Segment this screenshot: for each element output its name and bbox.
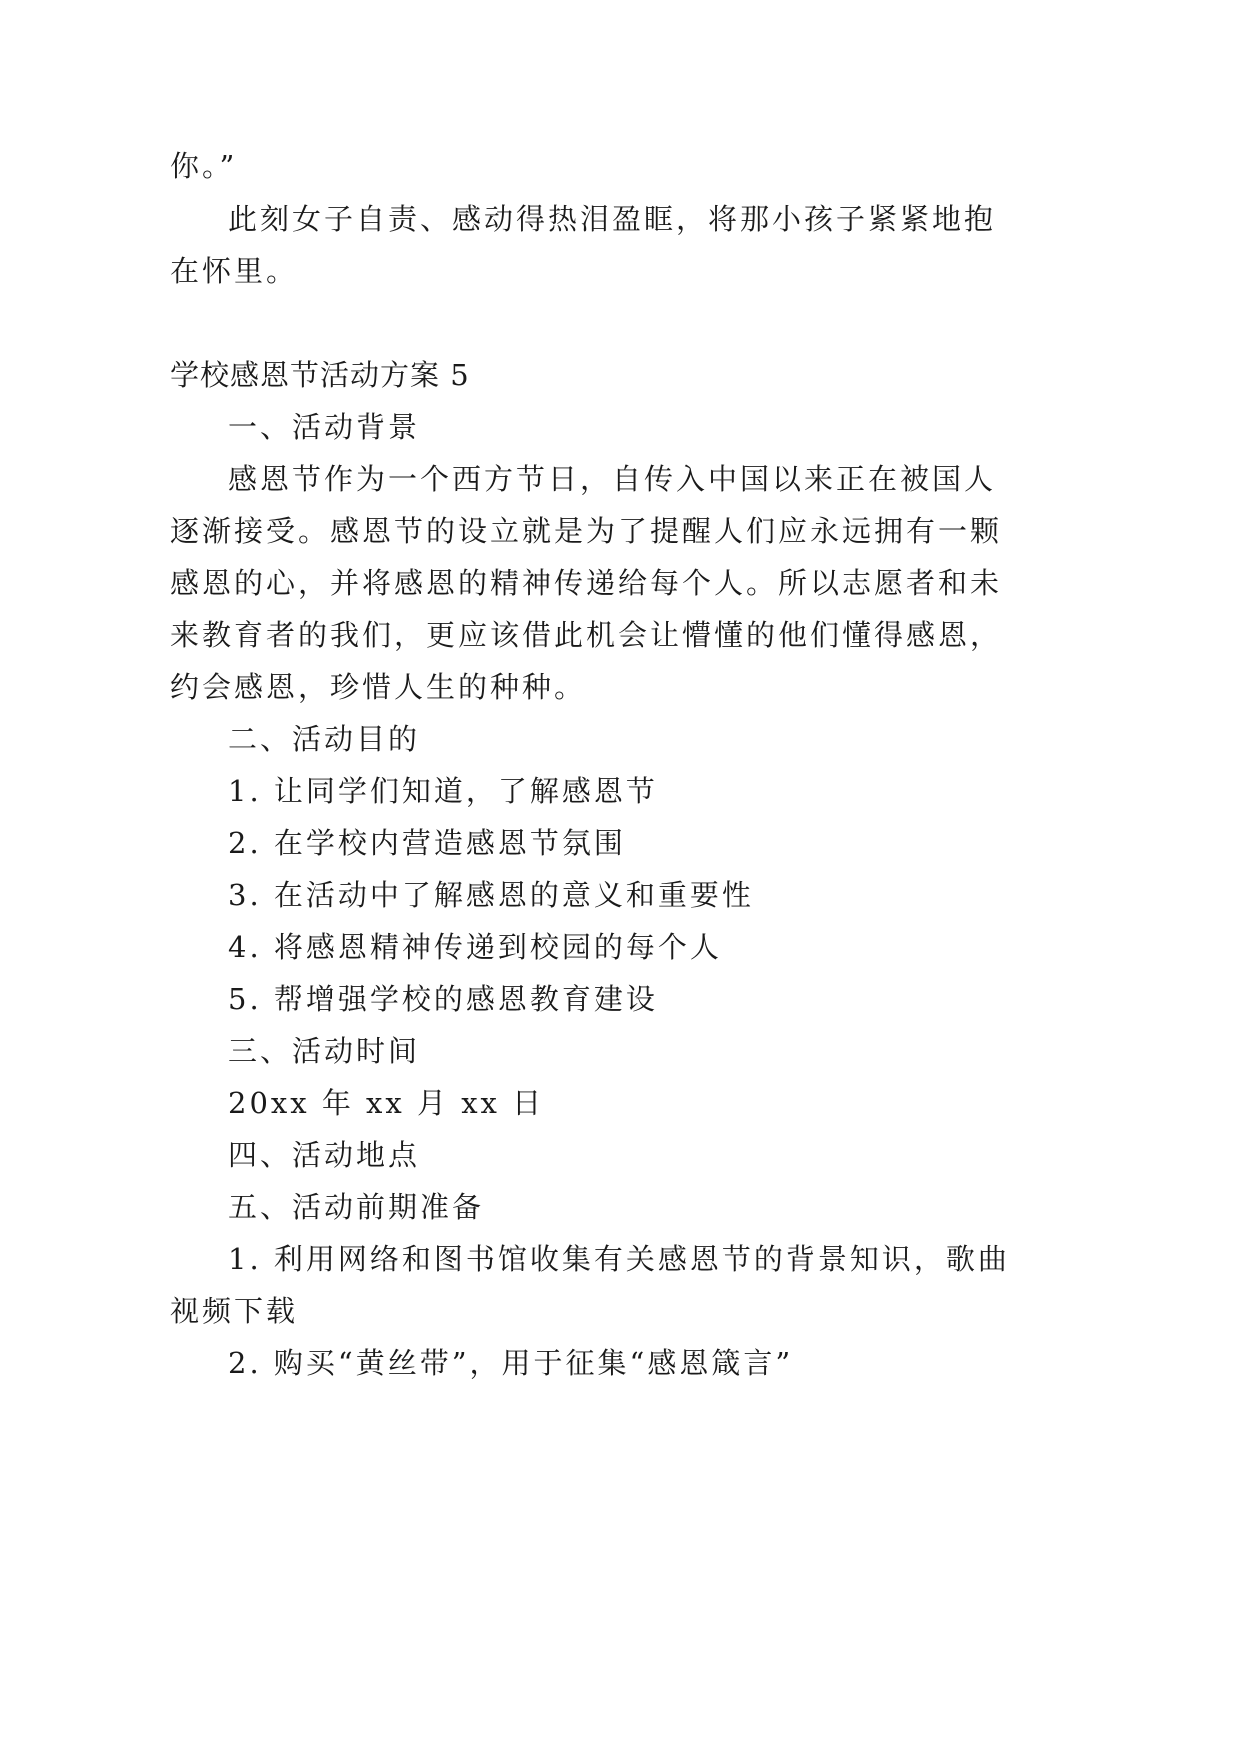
paragraph-line: 此刻女子自责、感动得热泪盈眶，将那小孩子紧紧地抱 — [228, 202, 997, 236]
paragraph-line: 逐渐接受。感恩节的设立就是为了提醒人们应永远拥有一颗 — [170, 514, 1003, 548]
time-value: 20xx 年 xx 月 xx 日 — [228, 1086, 545, 1120]
list-item: 4. 将感恩精神传递到校园的每个人 — [228, 930, 722, 964]
list-item: 2. 购买“黄丝带”，用于征集“感恩箴言” — [228, 1346, 794, 1380]
list-item: 2. 在学校内营造感恩节氛围 — [228, 826, 626, 860]
list-item: 1. 利用网络和图书馆收集有关感恩节的背景知识，歌曲 — [228, 1242, 1010, 1276]
list-item-continuation: 视频下载 — [170, 1294, 299, 1328]
continuation-text-line: 你。” — [170, 149, 238, 183]
heading-background: 一、活动背景 — [228, 410, 421, 444]
section-title: 学校感恩节活动方案 5 — [170, 358, 470, 392]
paragraph-line: 来教育者的我们，更应该借此机会让懵懂的他们懂得感恩， — [170, 618, 1003, 652]
paragraph-line: 感恩的心，并将感恩的精神传递给每个人。所以志愿者和未 — [170, 566, 1003, 600]
heading-time: 三、活动时间 — [228, 1034, 421, 1068]
heading-preparation: 五、活动前期准备 — [228, 1190, 485, 1224]
list-item: 5. 帮增强学校的感恩教育建设 — [228, 982, 658, 1016]
list-item: 3. 在活动中了解感恩的意义和重要性 — [228, 878, 754, 912]
heading-location: 四、活动地点 — [228, 1138, 421, 1172]
paragraph-line: 约会感恩，珍惜人生的种种。 — [170, 670, 587, 704]
paragraph-line: 在怀里。 — [170, 254, 299, 288]
paragraph-line: 感恩节作为一个西方节日，自传入中国以来正在被国人 — [228, 462, 997, 496]
heading-purpose: 二、活动目的 — [228, 722, 421, 756]
list-item: 1. 让同学们知道，了解感恩节 — [228, 774, 658, 808]
